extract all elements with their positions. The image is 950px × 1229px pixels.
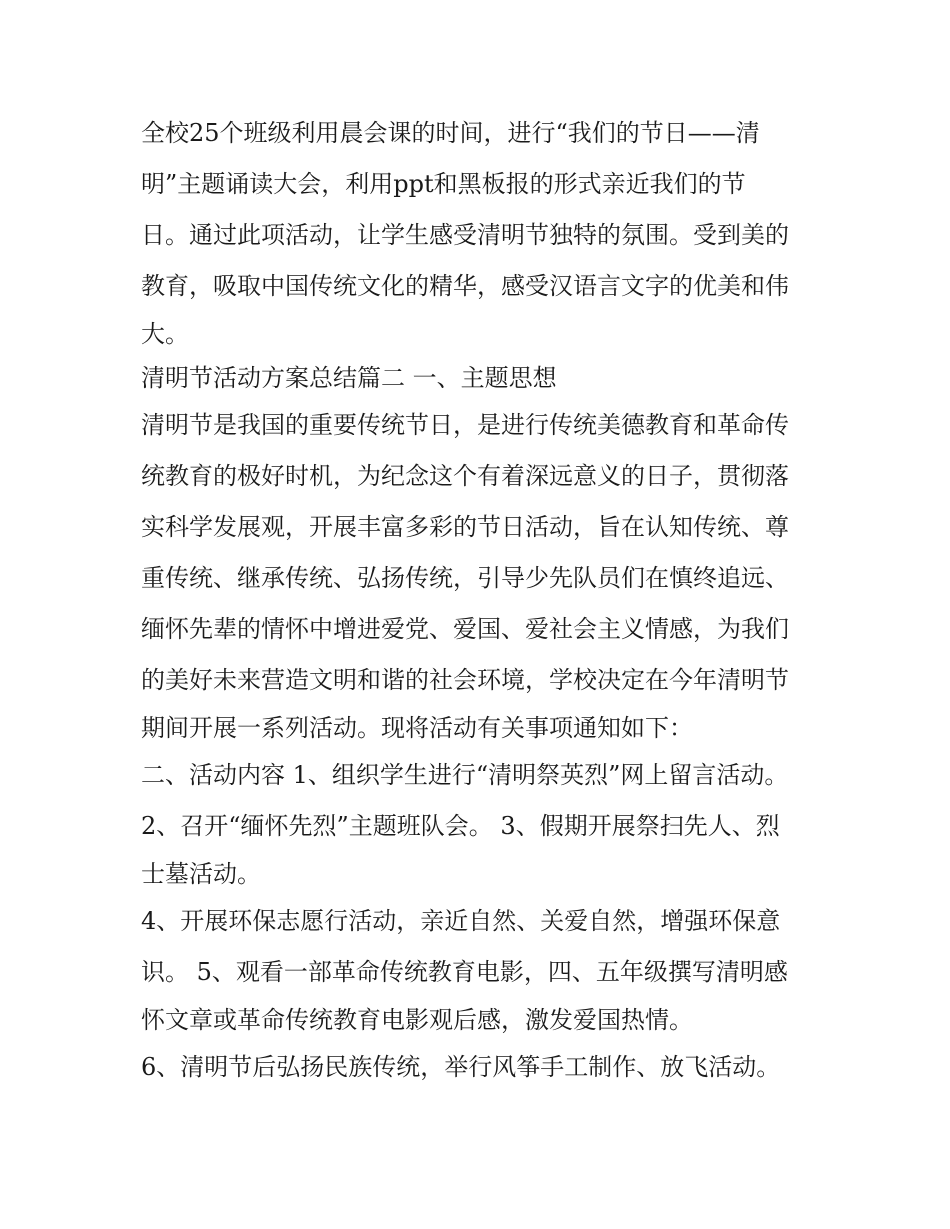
- text-line: 士墓活动。: [141, 860, 261, 888]
- text-line: 大。: [141, 320, 189, 348]
- text-line: 识。 5、观看一部革命传统教育电影，四、五年级撰写清明感: [141, 958, 788, 986]
- text-line: 缅怀先辈的情怀中增进爱党、爱国、爱社会主义情感，为我们: [141, 615, 789, 643]
- text-line: 统教育的极好时机，为纪念这个有着深远意义的日子，贯彻落: [141, 462, 789, 490]
- text-line: 实科学发展观，开展丰富多彩的节日活动，旨在认知传统、尊: [141, 513, 789, 541]
- text-line: 的美好未来营造文明和谐的社会环境，学校决定在今年清明节: [141, 666, 789, 694]
- text-line: 2、召开“缅怀先烈”主题班队会。 3、假期开展祭扫先人、烈: [141, 812, 780, 840]
- text-line: 6、清明节后弘扬民族传统，举行风筝手工制作、放飞活动。: [141, 1053, 781, 1081]
- text-line: 清明节是我国的重要传统节日，是进行传统美德教育和革命传: [141, 411, 789, 439]
- document-body: [141, 108, 821, 1093]
- text-line: 期间开展一系列活动。现将活动有关事项通知如下：: [141, 714, 693, 742]
- text-line: 明”主题诵读大会，利用ppt和黑板报的形式亲近我们的节: [141, 170, 746, 198]
- text-line: 教育，吸取中国传统文化的精华，感受汉语言文字的优美和伟: [141, 272, 789, 300]
- text-line: 怀文章或革命传统教育电影观后感，激发爱国热情。: [141, 1006, 693, 1034]
- text-line: 4、开展环保志愿行活动，亲近自然、关爱自然，增强环保意: [141, 907, 781, 935]
- section-heading: 清明节活动方案总结篇二 一、主题思想: [141, 364, 557, 392]
- text-line: 二、活动内容 1、组织学生进行“清明祭英烈”网上留言活动。: [141, 761, 789, 789]
- text-line: 全校25个班级利用晨会课的时间，进行“我们的节日——清: [141, 119, 760, 147]
- text-line: 日。通过此项活动，让学生感受清明节独特的氛围。受到美的: [141, 221, 789, 249]
- text-line: 重传统、继承传统、弘扬传统，引导少先队员们在慎终追远、: [141, 564, 789, 592]
